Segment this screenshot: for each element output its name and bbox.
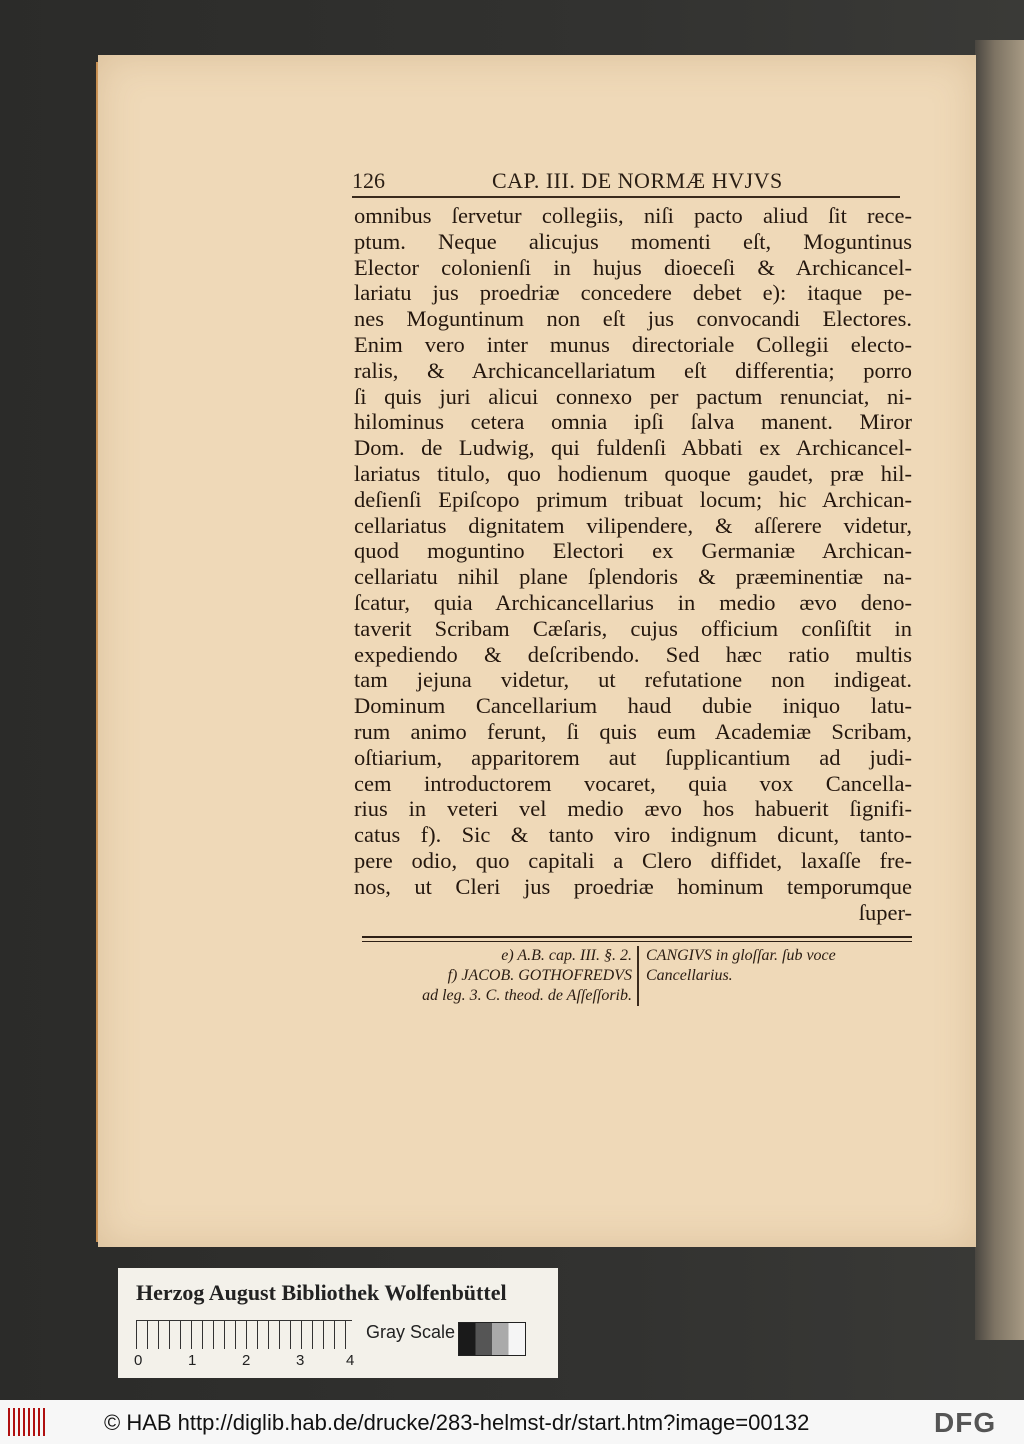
text-line: ſi quis juri alicui connexo per pactum renunciat, ni- [354, 383, 912, 409]
catchword: ſuper- [858, 899, 912, 925]
copyright-url[interactable]: © HAB http://diglib.hab.de/drucke/283-helmst-dr/start.htm?image=00132 [104, 1410, 810, 1435]
running-head: CAP. III. DE NORMÆ HVJVS [492, 168, 783, 193]
text-line: expediendo & deſcribendo. Sed hæc ratio multis [354, 641, 912, 667]
body-text [354, 203, 912, 925]
text-line: taverit Scribam Cæſaris, cujus officium conſiſtit in [354, 615, 912, 641]
text-line: deſienſi Epiſcopo primum tribuat locum; hic Archican- [354, 486, 912, 512]
page-header [352, 168, 908, 194]
ruler-number: 3 [296, 1352, 305, 1369]
ruler-number: 4 [346, 1352, 355, 1369]
text-line: nos, ut Cleri jus proedriæ hominum temporumque [354, 873, 912, 899]
text-line: Enim vero inter munus directoriale Collegii electo- [354, 331, 912, 357]
text-line: lariatu jus proedriæ concedere debet e): itaque pe- [354, 280, 912, 306]
text-line: ralis, & Archicancellariatum eſt differentia; porro [354, 357, 912, 383]
text-line: oſtiarium, apparitorem aut ſupplicantium ad judi- [354, 744, 912, 770]
footnote-column-left [360, 946, 632, 1006]
text-line: nes Moguntinum non eſt jus convocandi Electores. [354, 306, 912, 332]
text-line: rum animo ferunt, ſi quis eum Academiæ Scribam, [354, 718, 912, 744]
text-line: quod moguntino Electori ex Germaniæ Archican- [354, 538, 912, 564]
text-line: Dominum Cancellarium haud dubie iniquo latu- [354, 693, 912, 719]
footnote-line: f) JACOB. GOTHOFREDVS [447, 967, 632, 984]
text-line: Elector colonienſi in hujus dioeceſi & Archicancel- [354, 254, 912, 280]
footnote-line: CANGIVS in gloſſar. ſub voce [646, 947, 836, 964]
footnote-column-right [646, 946, 916, 986]
ruler-number: 1 [188, 1352, 197, 1369]
page-number: 126 [352, 168, 385, 193]
text-line: cellariatus dignitatem vilipendere, & aſſerere videtur, [354, 512, 912, 538]
gray-scale-label: Gray Scale [366, 1322, 456, 1342]
scale-ruler [136, 1320, 352, 1349]
ruler-number: 2 [242, 1352, 251, 1369]
text-line: cellariatu nihil plane ſplendoris & præeminentiæ na- [354, 564, 912, 590]
library-name: Herzog August Bibliothek Wolfenbüttel [136, 1280, 507, 1305]
footnote-line: e) A.B. cap. III. §. 2. [501, 947, 632, 964]
footnote-line: Cancellarius. [646, 967, 733, 984]
text-line: tam jejuna videtur, ut refutatione non indigeat. [354, 667, 912, 693]
footnote-line: ad leg. 3. C. theod. de Aſſeſſorib. [422, 987, 632, 1004]
text-line: lariatus titulo, quo hodienum quoque gaudet, præ hil- [354, 460, 912, 486]
text-line: catus f). Sic & tanto viro indignum dicunt, tanto- [354, 822, 912, 848]
ruler-number: 0 [134, 1352, 143, 1369]
dfg-logo: DFG [934, 1407, 997, 1438]
footnote-rule [362, 936, 912, 942]
library-label-card [118, 1268, 558, 1378]
text-line: ptum. Neque alicujus momenti eſt, Moguntinus [354, 228, 912, 254]
text-line: cem introductorem vocaret, quia vox Cancella- [354, 770, 912, 796]
text-line: pere odio, quo capitali a Clero diffidet, laxaſſe fre- [354, 847, 912, 873]
text-line: Dom. de Ludwig, qui fuldenſi Abbati ex Archicancel- [354, 435, 912, 461]
footnote-divider [637, 946, 639, 1006]
hab-logo-icon [8, 1408, 46, 1436]
text-line: rius in veteri vel medio ævo hos habuerit ſignifi- [354, 796, 912, 822]
footer-bar [0, 1400, 1024, 1444]
header-rule [352, 196, 900, 198]
gray-scale-swatch [458, 1322, 526, 1356]
book-edge [975, 40, 1024, 1340]
text-line: ſcatur, quia Archicancellarius in medio ævo deno- [354, 589, 912, 615]
text-line: hilominus cetera omnia ipſi ſalva manent. Miror [354, 409, 912, 435]
text-line: omnibus ſervetur collegiis, niſi pacto aliud ſit rece- [354, 203, 912, 228]
